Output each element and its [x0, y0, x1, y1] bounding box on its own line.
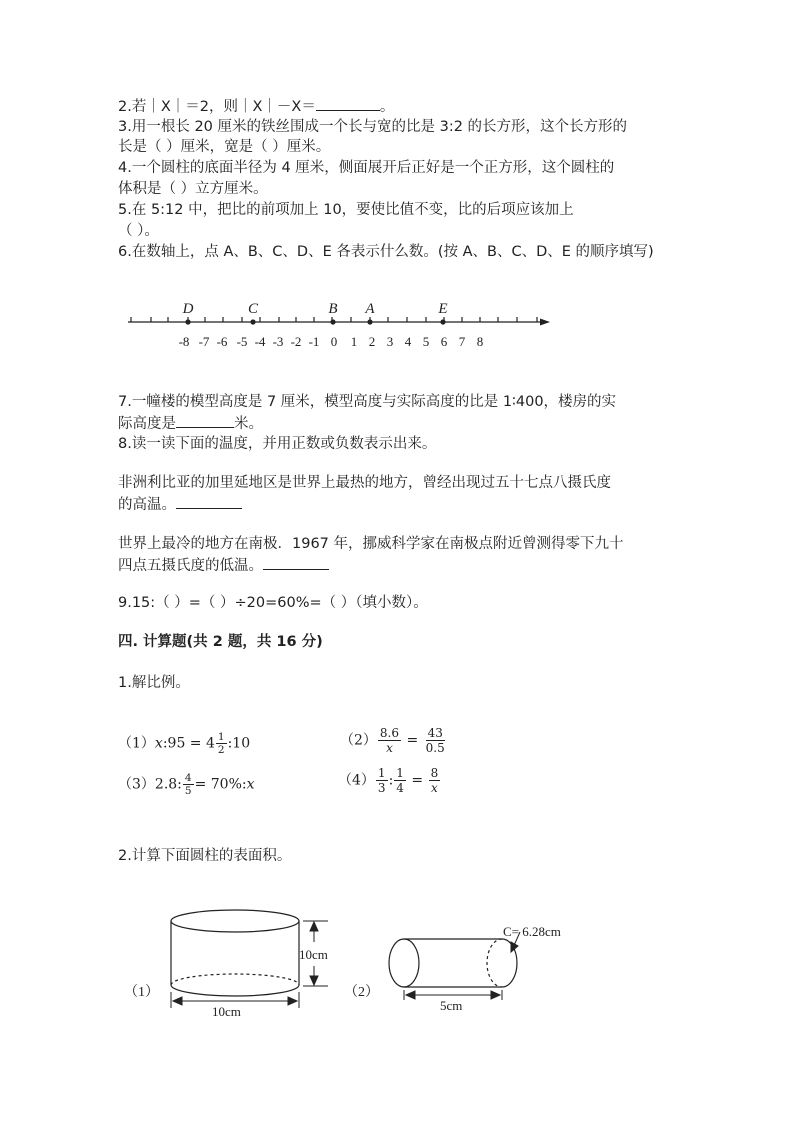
number-line-tick-label: 1 — [350, 334, 358, 349]
number-line-point-d — [185, 319, 190, 324]
cylinder-right-end-back — [487, 939, 502, 987]
number-line-tick-label: -8 — [178, 334, 190, 349]
number-line-tick-label: 5 — [422, 334, 430, 349]
proportion-problem-2: （2） $\frac{8.6}{x}$ = $\frac{43}{0.5}$ — [340, 726, 445, 755]
question-9: 9.15:（ ）=（ ）÷20=60%=（ ）（填小数）。 — [118, 595, 428, 611]
horizontal-cylinder — [389, 939, 517, 987]
figure-1-label: （1） — [124, 985, 159, 1000]
cylinder-left-end — [389, 939, 419, 987]
figure-2-label: （2） — [344, 985, 379, 1000]
number-line-tick-label: 3 — [386, 334, 394, 349]
number-line-point-e — [440, 319, 445, 324]
cylinder-top — [171, 910, 299, 932]
number-line-point-label: B — [328, 301, 338, 317]
number-line-point-label: A — [365, 301, 375, 317]
question-4-line-2: 体积是（ ）立方厘米。 — [118, 181, 268, 197]
number-line-tick-label: 6 — [440, 334, 448, 349]
section-4-question-2-title: 2.计算下面圆柱的表面积。 — [118, 848, 292, 864]
cylinder-figures — [118, 900, 598, 1030]
height-label: 10cm — [299, 947, 328, 962]
question-8: 8.读一读下面的温度，并用正数或负数表示出来。 — [118, 436, 437, 452]
question-8-paragraph-2-line-1: 世界上最冷的地方在南极．1967 年，挪威科学家在南极点附近曾测得零下九十 — [118, 536, 624, 552]
upright-cylinder — [171, 910, 299, 996]
number-line — [120, 292, 560, 352]
question-5-line-2: （ ）。 — [118, 223, 159, 239]
number-line-tick-label: -1 — [308, 334, 320, 349]
number-line-tick-label: -2 — [290, 334, 302, 349]
question-7-line-1: 7.一幢楼的模型高度是 7 厘米，模型高度与实际高度的比是 1∶400，楼房的实 — [118, 394, 617, 410]
number-line-tick-label: -5 — [236, 334, 248, 349]
proportion-problem-1: （1）x:95 = 4 $\frac{1}{2}$ :10 — [118, 731, 251, 756]
answer-blank — [263, 555, 329, 570]
question-2: 2.若｜X｜＝2，则｜X｜－X＝ 。 — [118, 96, 394, 117]
number-line-tick-label: 0 — [330, 334, 338, 349]
number-line-tick-label: 4 — [404, 334, 412, 349]
question-3-line-1: 3.用一根长 20 厘米的铁丝围成一个长与宽的比是 3:2 的长方形，这个长方形的 — [118, 119, 628, 135]
number-line-point-c — [250, 319, 255, 324]
question-3-line-2: 长是（ ）厘米，宽是（ ）厘米。 — [118, 139, 331, 155]
number-line-point-a — [367, 319, 372, 324]
number-line-tick-label: 2 — [368, 334, 376, 349]
length-label: 5cm — [440, 998, 463, 1013]
question-8-paragraph-1-line-1: 非洲利比亚的加里延地区是世界上最热的地方，曾经出现过五十七点八摄氏度 — [118, 475, 611, 491]
question-8-paragraph-2-line-2: 四点五摄氏度的低温。 — [118, 555, 329, 576]
number-line-point-label: E — [438, 301, 448, 317]
cylinder-bottom-back — [171, 974, 299, 985]
cylinder-bottom-front — [171, 985, 299, 996]
circumference-label: C= 6.28cm — [503, 924, 561, 939]
number-line-tick-label: -7 — [198, 334, 210, 349]
width-label: 10cm — [212, 1004, 241, 1019]
number-line-tick-label: -3 — [272, 334, 284, 349]
mixed-fraction: $\frac{1}{2}$ — [217, 731, 225, 756]
proportion-problem-3: （3）2.8: $\frac{4}{5}$ = 70%:x — [118, 772, 255, 797]
answer-blank — [176, 413, 234, 428]
number-line-point-label: C — [247, 301, 259, 317]
question-7-line-2: 际高度是 米。 — [118, 413, 263, 434]
number-line-point-label: D — [182, 301, 194, 317]
proportion-problem-4: （4） $\frac{1}{3}$ : $\frac{1}{4}$ = $\frac{8}{x}$ — [338, 766, 439, 795]
answer-blank — [316, 96, 380, 111]
number-line-tick-label: 7 — [458, 334, 466, 349]
question-4-line-1: 4.一个圆柱的底面半径为 4 厘米，侧面展开后正好是一个正方形，这个圆柱的 — [118, 160, 615, 176]
section-4-question-1-title: 1.解比例。 — [118, 675, 190, 691]
question-5-line-1: 5.在 5:12 中，把比的前项加上 10，要使比值不变，比的后项应该加上 — [118, 202, 574, 218]
number-line-arrow — [540, 319, 550, 326]
answer-blank — [176, 494, 242, 509]
number-line-tick-label: -6 — [216, 334, 228, 349]
question-6: 6.在数轴上，点 A、B、C、D、E 各表示什么数。(按 A、B、C、D、E 的顺序填写) — [118, 244, 654, 260]
section-4-heading: 四. 计算题(共 2 题，共 16 分) — [118, 634, 323, 650]
question-8-paragraph-1-line-2: 的高温。 — [118, 494, 242, 515]
number-line-tick-label: -4 — [254, 334, 266, 349]
number-line-point-b — [330, 319, 335, 324]
question-2-text: 2.若｜X｜＝2，则｜X｜－X＝ — [118, 99, 316, 115]
number-line-tick-label: 8 — [476, 334, 484, 349]
